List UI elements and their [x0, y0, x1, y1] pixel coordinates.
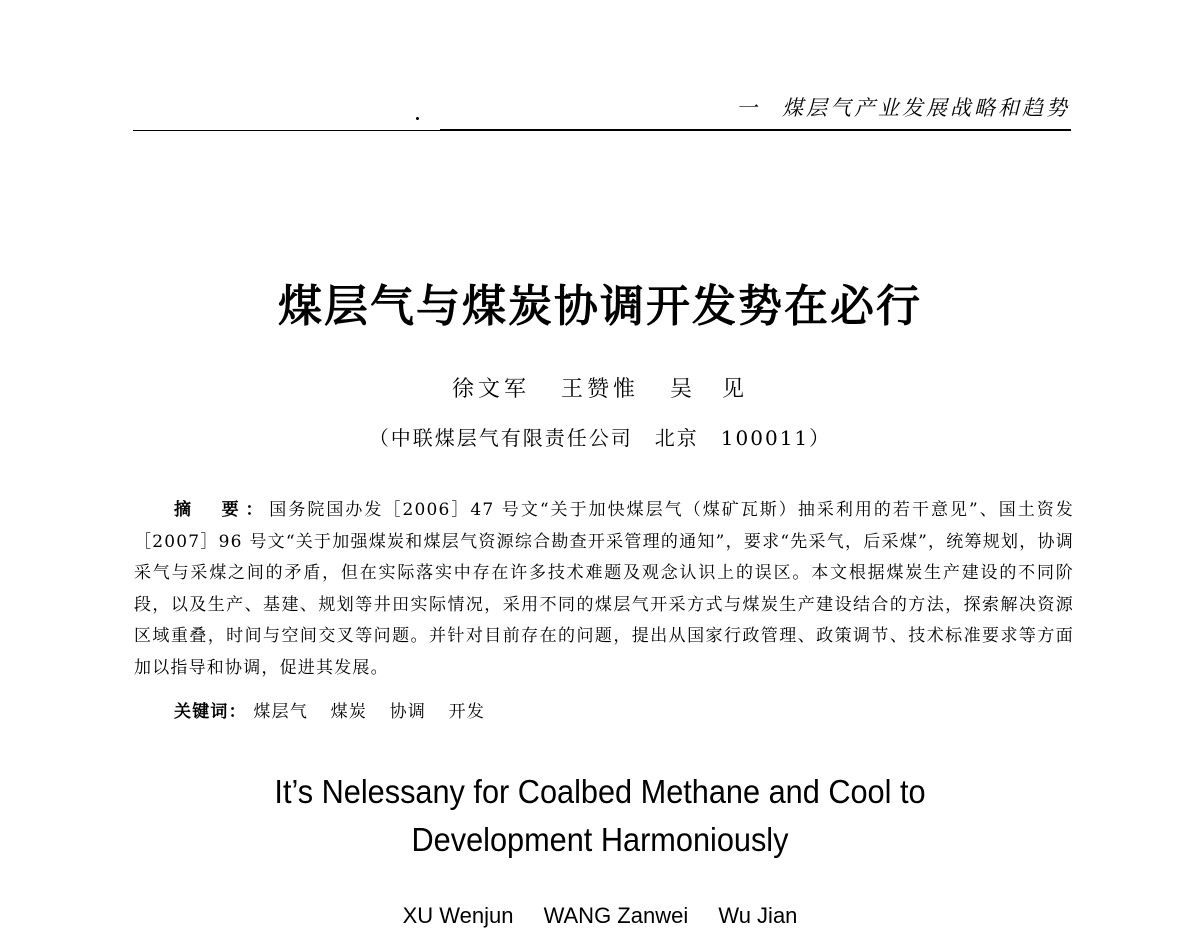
paper-title-en — [42, 768, 1158, 864]
abstract — [134, 495, 1074, 684]
affiliation-cn: （中联煤层气有限责任公司 北京 100011） — [368, 426, 832, 450]
paper-title-en-line2: Development Harmoniously — [411, 821, 789, 858]
paper-title-en-line1: It’s Nelessany for Coalbed Methane and Cool to — [274, 773, 926, 810]
running-header — [736, 92, 1070, 122]
keyword-item: 煤层气 — [253, 702, 309, 722]
running-header-dash: 一 — [736, 96, 760, 120]
header-dot — [416, 117, 419, 120]
abstract-text: 国务院国办发［2006］47 号文“关于加快煤层气（煤矿瓦斯）抽采利用的若干意见”、国土资发［2007］96 号文“关于加强煤炭和煤层气资源综合勘查开采管理的通知”，要求“先采气，后采煤”，统筹规划，协调采气与采煤之间的矛盾，但在实际落实中存在许多技术难题及观念认识上的误区。本文根据煤炭生产建设的不同阶段，以及生产、基建、规划等井田实际情况，采用不同的煤层气开采方式与煤炭生产建设结合的方法，探索解决资源区域重叠，时间与空间交叉等问题。并针对目前存在的问题，提出从国家行政管理、政策调节、技术标准要求等方面加以指导和协调，促进其发展。 — [134, 500, 1075, 678]
author-cn-2: 王赞惟 — [560, 377, 639, 402]
keyword-item: 煤炭 — [330, 702, 368, 722]
paper-title-cn: 煤层气与煤炭协调开发势在必行 — [278, 281, 922, 332]
keyword-item: 开发 — [448, 702, 486, 722]
keyword-item: 协调 — [389, 702, 427, 722]
authors-en — [0, 903, 1200, 929]
keywords-label: 关键词： — [174, 702, 247, 722]
author-en-2: WANG Zanwei — [543, 903, 689, 928]
author-cn-1: 徐文军 — [451, 377, 530, 402]
author-en-1: XU Wenjun — [402, 903, 514, 928]
keywords — [174, 697, 501, 722]
header-rule-thick — [440, 129, 1071, 131]
authors-cn — [0, 372, 1200, 403]
author-en-3: Wu Jian — [718, 903, 798, 928]
running-header-section-title: 煤层气产业发展战略和趋势 — [782, 96, 1070, 120]
abstract-label: 摘 要： — [174, 500, 270, 520]
author-cn-3: 吴 见 — [670, 377, 749, 402]
